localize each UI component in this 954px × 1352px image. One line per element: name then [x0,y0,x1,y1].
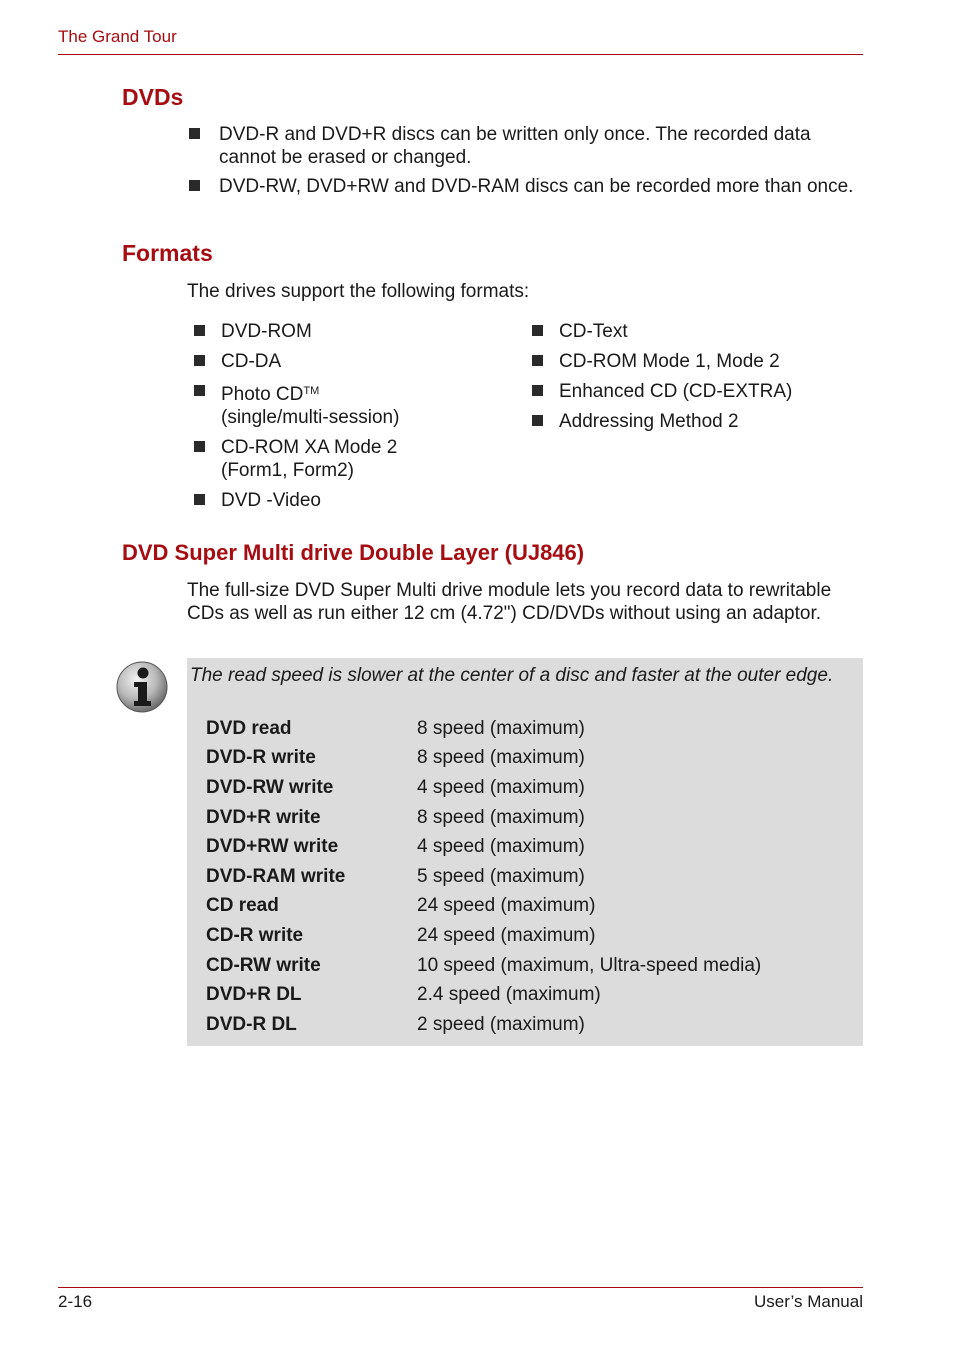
list-item [192,350,512,373]
list-item-text: Enhanced CD (CD-EXTRA) [559,381,793,402]
footer-rule [58,1287,863,1288]
spec-value: 24 speed (maximum) [417,895,596,917]
list-item [192,489,512,512]
spec-label: DVD-RW write [206,776,334,798]
list-item-text: Photo CD [221,384,304,405]
list-item [187,123,867,168]
list-item [530,410,850,433]
list-item-text: DVD -Video [221,490,321,511]
square-bullet-icon [532,355,543,366]
table-row [206,1010,761,1040]
spec-label: CD-R write [206,924,304,946]
speed-spec-table [206,714,761,1040]
list-item [530,380,850,403]
spec-value: 4 speed (maximum) [417,776,585,798]
list-item-text: CD-Text [559,321,628,342]
formats-right-list [530,320,850,433]
spec-label: DVD-RAM write [206,865,346,887]
list-item-text: CD-ROM XA Mode 2 (Form1, Form2) [221,437,398,481]
note-text: The read speed is slower at the center of a disc and faster at the outer edge. [190,665,834,686]
list-item-subtext: (single/multi-session) [221,407,400,428]
spec-label: DVD+R DL [206,984,302,1006]
list-item [530,350,850,373]
header-rule [58,54,863,55]
table-row [206,744,761,774]
list-item [192,380,512,429]
list-item-text: DVD-RW, DVD+RW and DVD-RAM discs can be recorded more than once. [219,176,854,197]
page-number: 2-16 [58,1292,93,1311]
manual-title: User’s Manual [754,1292,863,1311]
formats-heading: Formats [122,240,213,266]
table-row [206,773,761,803]
square-bullet-icon [194,494,205,505]
square-bullet-icon [189,180,200,191]
trademark-mark: TM [303,385,320,397]
table-row [206,980,761,1010]
list-item [530,320,850,343]
table-row [206,921,761,951]
spec-value: 4 speed (maximum) [417,836,585,858]
square-bullet-icon [194,441,205,452]
square-bullet-icon [189,128,200,139]
list-item-text: CD-ROM Mode 1, Mode 2 [559,351,780,372]
formats-intro: The drives support the following formats: [187,281,530,302]
spec-value: 10 speed (maximum, Ultra-speed media) [417,954,762,976]
table-row [206,951,761,981]
list-item-text: Addressing Method 2 [559,411,739,432]
spec-value: 8 speed (maximum) [417,717,585,739]
spec-value: 5 speed (maximum) [417,865,585,887]
drive-description: The full-size DVD Super Multi drive module lets you record data to rewritable CDs as well as run either 12 cm (4.72") CD/DVDs without using an adaptor. [187,580,832,624]
spec-value: 2 speed (maximum) [417,1013,585,1035]
spec-label: DVD-R DL [206,1013,297,1035]
square-bullet-icon [194,325,205,336]
square-bullet-icon [532,325,543,336]
list-item-text: CD-DA [221,351,282,372]
table-row [206,803,761,833]
square-bullet-icon [194,385,205,396]
square-bullet-icon [532,385,543,396]
spec-label: CD read [206,895,279,917]
table-row [206,862,761,892]
list-item-text: DVD-ROM [221,321,312,342]
info-icon [114,659,170,715]
spec-label: CD-RW write [206,954,321,976]
spec-label: DVD+R write [206,806,321,828]
square-bullet-icon [532,415,543,426]
spec-value: 2.4 speed (maximum) [417,984,601,1006]
note-box [187,658,863,1046]
drive-heading: DVD Super Multi drive Double Layer (UJ846) [122,540,585,565]
dvds-heading: DVDs [122,84,184,110]
square-bullet-icon [194,355,205,366]
table-row [206,714,761,744]
dvds-bullet-list [187,123,867,198]
running-header: The Grand Tour [58,27,177,46]
table-row [206,892,761,922]
spec-label: DVD+RW write [206,836,339,858]
list-item [192,320,512,343]
spec-value: 8 speed (maximum) [417,747,585,769]
spec-value: 24 speed (maximum) [417,924,596,946]
list-item [187,175,867,198]
list-item [192,436,421,482]
table-row [206,832,761,862]
spec-label: DVD-R write [206,747,316,769]
formats-left-list [192,320,512,512]
spec-label: DVD read [206,717,292,739]
spec-value: 8 speed (maximum) [417,806,585,828]
list-item-text: DVD-R and DVD+R discs can be written only once. The recorded data cannot be erased or changed. [219,124,811,168]
